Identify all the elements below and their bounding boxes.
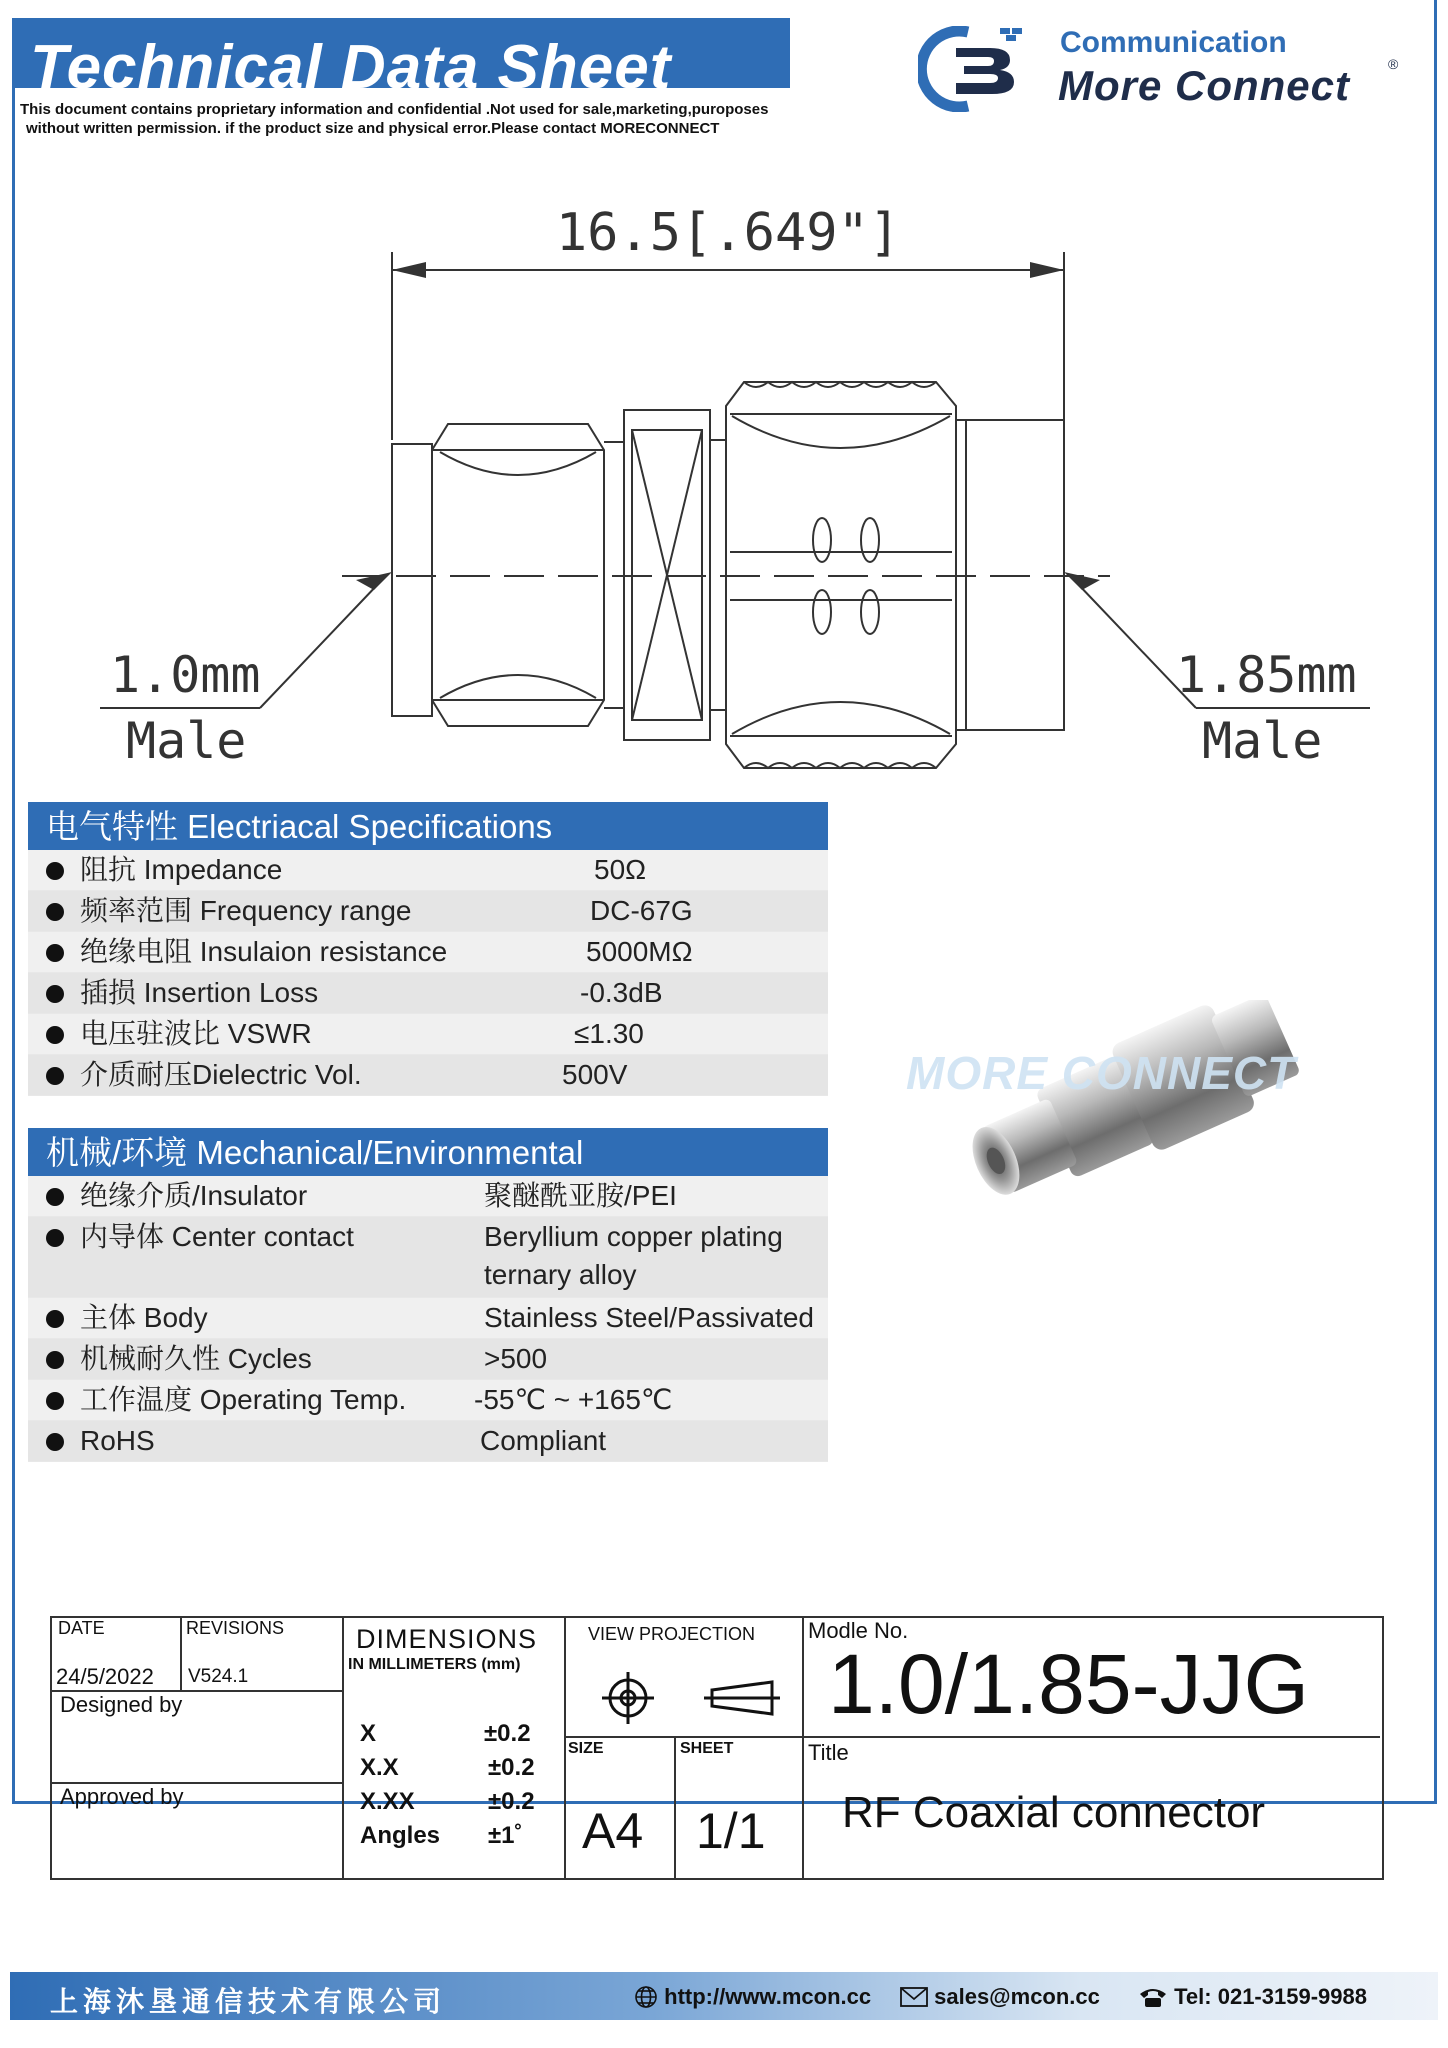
title-block-divider bbox=[180, 1618, 182, 1690]
title-block-divider bbox=[342, 1618, 344, 1878]
spec-value: -0.3dB bbox=[580, 977, 663, 1008]
spec-value: 500V bbox=[562, 1059, 628, 1090]
spec-row-insertion-loss bbox=[28, 973, 828, 1014]
bullet-icon bbox=[46, 1188, 64, 1206]
approved-by-label: Approved by bbox=[60, 1784, 184, 1809]
right-end-size-label: 1.85mm bbox=[1176, 646, 1357, 704]
spec-value: DC-67G bbox=[590, 895, 693, 926]
projection-symbol-icon bbox=[588, 1668, 788, 1728]
spec-label: 主体 Body bbox=[80, 1302, 208, 1333]
document-title: Technical Data Sheet bbox=[30, 33, 672, 102]
tolerance-value: ±0.2 bbox=[488, 1754, 535, 1781]
phone-text: Tel: 021-3159-9988 bbox=[1174, 1984, 1367, 2009]
footer-website[interactable] bbox=[634, 1984, 871, 2010]
spec-label: 电压驻波比 VSWR bbox=[80, 1018, 312, 1049]
spec-value-continued: ternary alloy bbox=[484, 1259, 637, 1290]
spec-row-center-contact bbox=[28, 1217, 828, 1298]
electrical-rows bbox=[28, 850, 828, 1096]
disclaimer-text bbox=[20, 100, 768, 138]
disclaimer-line-1: This document contains proprietary information and confidential .Not used for sale,marketing,puroposes bbox=[20, 101, 769, 118]
bullet-icon bbox=[46, 944, 64, 962]
tolerance-value: ±0.2 bbox=[484, 1720, 531, 1747]
revisions-label: REVISIONS bbox=[186, 1618, 285, 1638]
spec-label: 机械耐久性 Cycles bbox=[80, 1343, 312, 1374]
spec-label: 内导体 Center contact bbox=[80, 1221, 354, 1252]
spec-label: 阻抗 Impedance bbox=[80, 854, 283, 885]
title-banner bbox=[12, 18, 790, 102]
view-projection-label: VIEW PROJECTION bbox=[588, 1624, 756, 1644]
spec-value: Compliant bbox=[480, 1425, 607, 1456]
model-number: 1.0/1.85-JJG bbox=[828, 1637, 1309, 1731]
envelope-icon bbox=[900, 1986, 928, 2008]
title-block-divider bbox=[564, 1736, 1380, 1738]
electrical-heading: 电气特性 Electriacal Specifications bbox=[28, 802, 828, 850]
spec-row-insulation bbox=[28, 932, 828, 973]
bullet-icon bbox=[46, 903, 64, 921]
bullet-icon bbox=[46, 1229, 64, 1247]
spec-row-cycles bbox=[28, 1339, 828, 1380]
spec-value: Stainless Steel/Passivated bbox=[484, 1302, 814, 1333]
mechanical-heading: 机械/环境 Mechanical/Environmental bbox=[28, 1128, 828, 1176]
spec-value: 聚醚酰亚胺/PEI bbox=[484, 1180, 677, 1211]
page-border-left bbox=[12, 88, 15, 1804]
spec-value: -55℃ ~ +165℃ bbox=[474, 1384, 673, 1415]
dimension-arrow-right bbox=[1030, 262, 1064, 278]
spec-label: 工作温度 Operating Temp. bbox=[80, 1384, 407, 1415]
spec-label: 插损 Insertion Loss bbox=[80, 977, 319, 1008]
title-block-divider bbox=[802, 1618, 804, 1878]
left-pin-body bbox=[392, 444, 432, 716]
spec-value: 50Ω bbox=[594, 854, 647, 885]
product-title: RF Coaxial connector bbox=[842, 1788, 1266, 1837]
page-border-right bbox=[1434, 0, 1437, 1804]
spec-label: 频率范围 Frequency range bbox=[80, 895, 412, 926]
date-label: DATE bbox=[58, 1618, 105, 1638]
left-end-gender-label: Male bbox=[126, 712, 247, 770]
date-value: 24/5/2022 bbox=[56, 1664, 154, 1689]
spec-label: RoHS bbox=[80, 1425, 155, 1456]
title-block bbox=[50, 1616, 1384, 1880]
size-value: A4 bbox=[582, 1803, 644, 1859]
dimension-arrow-left bbox=[392, 262, 426, 278]
tolerance-key: X bbox=[360, 1720, 377, 1747]
mechanical-rows bbox=[28, 1176, 828, 1462]
product-photo bbox=[900, 1000, 1340, 1220]
brand-name: More Connect bbox=[1058, 62, 1351, 109]
tolerance-value: ±0.2 bbox=[488, 1788, 535, 1815]
left-end-size-label: 1.0mm bbox=[110, 646, 261, 704]
spec-row-insulator bbox=[28, 1176, 828, 1217]
spec-value: >500 bbox=[484, 1343, 548, 1374]
title-block-divider bbox=[674, 1736, 676, 1878]
brand-tagline: Communication bbox=[1060, 26, 1287, 59]
globe-icon bbox=[634, 1985, 658, 2009]
spec-label: 介质耐压Dielectric Vol. bbox=[80, 1059, 362, 1090]
sheet-label: SHEET bbox=[680, 1740, 734, 1757]
footer-email[interactable] bbox=[900, 1984, 1100, 2010]
spec-label: 绝缘电阻 Insulaion resistance bbox=[80, 936, 448, 967]
spec-value: Beryllium copper plating bbox=[484, 1221, 783, 1252]
tolerance-key: Angles bbox=[360, 1822, 441, 1849]
email-text: sales@mcon.cc bbox=[934, 1984, 1100, 2009]
spec-row-operating-temp bbox=[28, 1380, 828, 1421]
spec-row-rohs bbox=[28, 1421, 828, 1462]
dimensions-label: DIMENSIONS bbox=[356, 1624, 538, 1654]
designed-by-label: Designed by bbox=[60, 1692, 183, 1717]
dimensions-unit: IN MILLIMETERS (mm) bbox=[348, 1656, 521, 1673]
bullet-icon bbox=[46, 1310, 64, 1328]
bullet-icon bbox=[46, 1433, 64, 1451]
bullet-icon bbox=[46, 985, 64, 1003]
title-label: Title bbox=[808, 1740, 849, 1765]
right-end-gender-label: Male bbox=[1202, 712, 1323, 770]
footer-phone[interactable] bbox=[1138, 1984, 1367, 2010]
footer-company-name: 上海沐垦通信技术有限公司 bbox=[50, 1985, 447, 2018]
spec-value: ≤1.30 bbox=[574, 1018, 644, 1049]
spec-row-body bbox=[28, 1298, 828, 1339]
registered-mark: ® bbox=[1388, 56, 1399, 72]
spec-row-vswr bbox=[28, 1014, 828, 1055]
left-leader-line bbox=[260, 582, 380, 708]
spec-label: 绝缘介质/Insulator bbox=[80, 1180, 308, 1211]
mechanical-specifications bbox=[28, 1128, 828, 1462]
revisions-value: V524.1 bbox=[188, 1666, 249, 1687]
model-label: Modle No. bbox=[808, 1618, 909, 1643]
spec-row-frequency bbox=[28, 891, 828, 932]
bullet-icon bbox=[46, 1067, 64, 1085]
dimension-length-label: 16.5[.649"] bbox=[555, 203, 901, 263]
company-logo-icon bbox=[918, 26, 1028, 112]
connector-drawing bbox=[80, 180, 1380, 780]
electrical-specifications bbox=[28, 802, 828, 1096]
bullet-icon bbox=[46, 1351, 64, 1369]
title-block-divider bbox=[564, 1618, 566, 1878]
watermark-text: MORE CONNECT bbox=[906, 1047, 1297, 1099]
telephone-icon bbox=[1138, 1986, 1168, 2008]
spec-value: 5000MΩ bbox=[586, 936, 693, 967]
bullet-icon bbox=[46, 862, 64, 880]
disclaimer-line-2: without written permission. if the product size and physical error.Please contact MORECONNECT bbox=[26, 120, 720, 137]
size-label: SIZE bbox=[568, 1740, 604, 1757]
bullet-icon bbox=[46, 1392, 64, 1410]
footer-bar bbox=[10, 1972, 1438, 2020]
tolerance-value: ±1˚ bbox=[488, 1822, 523, 1849]
website-text: http://www.mcon.cc bbox=[664, 1984, 872, 2009]
spec-row-dielectric bbox=[28, 1055, 828, 1096]
tolerance-key: X.X bbox=[360, 1754, 399, 1781]
spec-row-impedance bbox=[28, 850, 828, 891]
bullet-icon bbox=[46, 1026, 64, 1044]
sheet-value: 1/1 bbox=[696, 1803, 766, 1859]
tolerance-key: X.XX bbox=[360, 1788, 415, 1815]
